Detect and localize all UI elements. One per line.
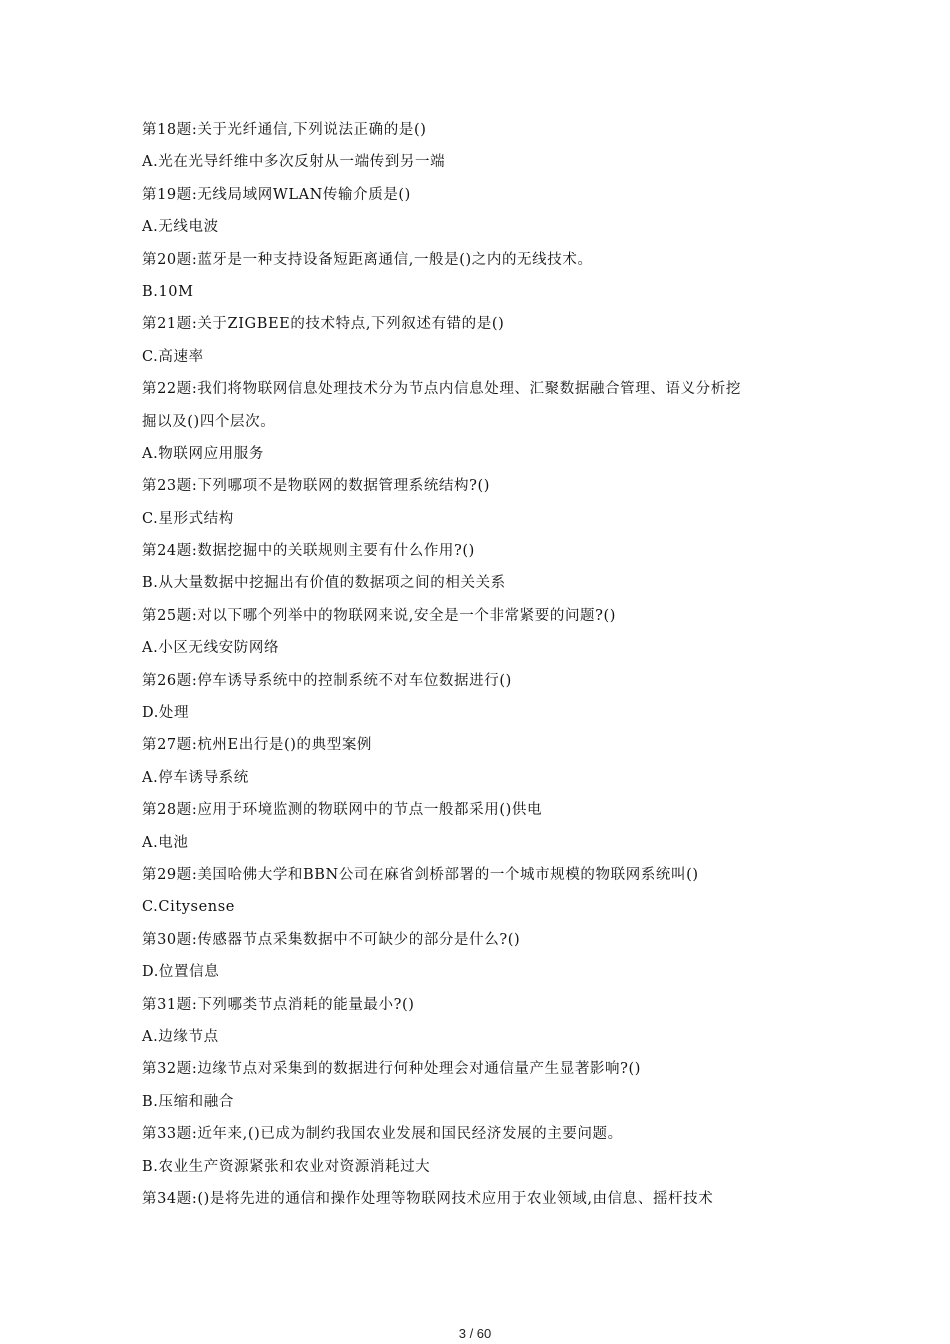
question-line: 第30题:传感器节点采集数据中不可缺少的部分是什么?() <box>142 931 521 948</box>
page-number: 3 / 60 <box>458 1326 492 1341</box>
answer-line: B.压缩和融合 <box>142 1093 234 1110</box>
question-line: 第19题:无线局域网WLAN传输介质是() <box>142 186 411 203</box>
question-line: 第32题:边缘节点对采集到的数据进行何种处理会对通信量产生显著影响?() <box>142 1061 642 1078</box>
question-line: 第23题:下列哪项不是物联网的数据管理系统结构?() <box>142 478 491 495</box>
answer-line: C.星形式结构 <box>142 510 234 527</box>
answer-line: C.高速率 <box>142 348 204 365</box>
question-line: 第31题:下列哪类节点消耗的能量最小?() <box>142 996 415 1013</box>
question-line: 第24题:数据挖掘中的关联规则主要有什么作用?() <box>142 543 475 560</box>
question-line: 第25题:对以下哪个列举中的物联网来说,安全是一个非常紧要的问题?() <box>142 607 617 624</box>
document-body <box>142 114 818 1215</box>
answer-line: D.处理 <box>142 705 190 722</box>
answer-line: B.10M <box>142 283 194 300</box>
question-line: 第34题:()是将先进的通信和操作处理等物联网技术应用于农业领域,由信息、摇杆技术 <box>142 1190 714 1207</box>
question-line: 第33题:近年来,()已成为制约我国农业发展和国民经济发展的主要问题。 <box>142 1126 623 1143</box>
question-line: 第29题:美国哈佛大学和BBN公司在麻省剑桥部署的一个城市规模的物联网系统叫() <box>142 866 699 883</box>
question-line: 第18题:关于光纤通信,下列说法正确的是() <box>142 122 427 138</box>
question-line: 第21题:关于ZIGBEE的技术特点,下列叙述有错的是() <box>142 316 505 333</box>
question-line: 第20题:蓝牙是一种支持设备短距离通信,一般是()之内的无线技术。 <box>142 251 593 268</box>
answer-line: A.边缘节点 <box>142 1028 219 1045</box>
question-line: 第27题:杭州E出行是()的典型案例 <box>142 737 373 754</box>
answer-line: B.农业生产资源紧张和农业对资源消耗过大 <box>142 1158 431 1175</box>
answer-line: A.电池 <box>142 834 189 851</box>
answer-line: C.Citysense <box>142 899 235 916</box>
answer-line: B.从大量数据中挖掘出有价值的数据项之间的相关关系 <box>142 575 506 592</box>
question-line: 第28题:应用于环境监测的物联网中的节点一般都采用()供电 <box>142 802 543 819</box>
answer-line: A.物联网应用服务 <box>142 445 264 462</box>
answer-line: A.停车诱导系统 <box>142 769 249 786</box>
question-line: 第22题:我们将物联网信息处理技术分为节点内信息处理、汇聚数据融合管理、语义分析挖 <box>142 381 741 398</box>
answer-line: D.位置信息 <box>142 964 220 981</box>
answer-line: A.小区无线安防网络 <box>142 640 280 657</box>
answer-line: A.光在光导纤维中多次反射从一端传到另一端 <box>142 154 446 171</box>
answer-line: A.无线电波 <box>142 219 219 236</box>
question-line: 第26题:停车诱导系统中的控制系统不对车位数据进行() <box>142 672 512 689</box>
question-line-continuation: 掘以及()四个层次。 <box>142 413 276 430</box>
